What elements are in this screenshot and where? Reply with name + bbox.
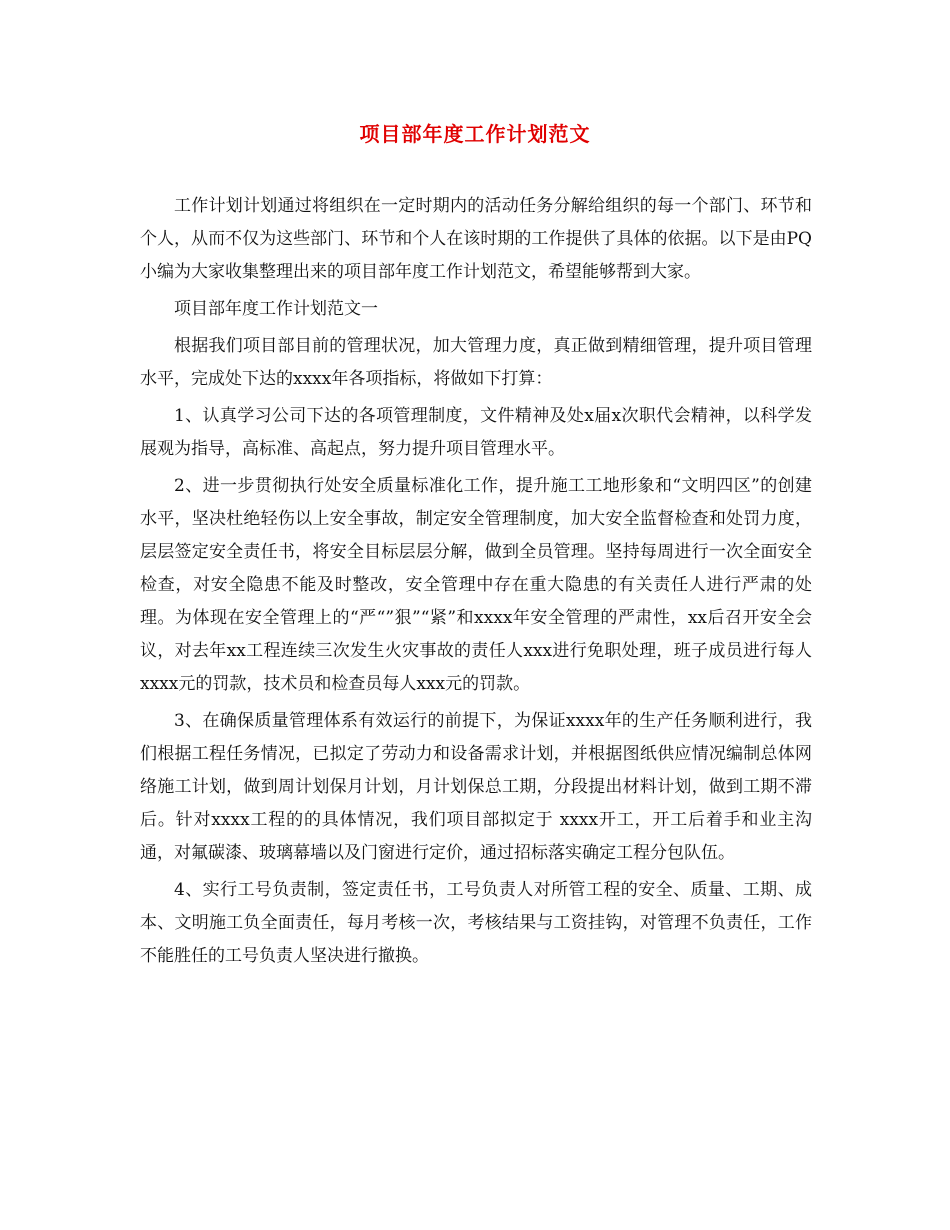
paragraph-item-2: 2、进一步贯彻执行处安全质量标准化工作，提升施工工地形象和“文明四区”的创建水平，坚决杜绝轻伤以上安全事故，制定安全管理制度，加大安全监督检查和处罚力度，层层签定安全责任书，将安全目标层层分解，做到全员管理。坚持每周进行一次全面安全检查，对安全隐患不能及时整改，安全管理中存在重大隐患的有关责任人进行严肃的处理。为体现在安全管理上的“严“”狠”“紧”和xxxx年安全管理的严肃性，xx后召开安全会议，对去年xx工程连续三次发生火灾事故的责任人xxx进行免职处理，班子成员进行每人xxxx元的罚款，技术员和检查员每人xxx元的罚款。: [140, 476, 812, 694]
paragraph-item-3: 3、在确保质量管理体系有效运行的前提下，为保证xxxx年的生产任务顺利进行，我们根据工程任务情况，已拟定了劳动力和设备需求计划，并根据图纸供应情况编制总体网络施工计划，做到周计划保月计划，月计划保总工期，分段提出材料计划，做到工期不滞后。针对xxxx工程的的具体情况，我们项目部拟定于 xxxx开工，开工后着手和业主沟通，对氟碳漆、玻璃幕墙以及门窗进行定价，通过招标落实确定工程分包队伍。: [140, 711, 812, 863]
document-body: [140, 190, 812, 977]
paragraph-item-1: 1、认真学习公司下达的各项管理制度，文件精神及处x届x次职代会精神，以科学发展观为指导，高标准、高起点，努力提升项目管理水平。: [140, 406, 812, 459]
paragraph-intro: 工作计划计划通过将组织在一定时期内的活动任务分解给组织的每一个部门、环节和个人，从而不仅为这些部门、环节和个人在该时期的工作提供了具体的依据。以下是由PQ小编为大家收集整理出来的项目部年度工作计划范文，希望能够帮到大家。: [140, 196, 812, 282]
paragraph-overview: 根据我们项目部目前的管理状况，加大管理力度，真正做到精细管理，提升项目管理水平，完成处下达的xxxx年各项指标，将做如下打算：: [140, 336, 812, 389]
paragraph-section-heading: 项目部年度工作计划范文一: [174, 299, 378, 319]
document-title: 项目部年度工作计划范文: [359, 122, 591, 146]
paragraph-item-4: 4、实行工号负责制，签定责任书，工号负责人对所管工程的安全、质量、工期、成本、文明施工负全面责任，每月考核一次，考核结果与工资挂钩，对管理不负责任，工作不能胜任的工号负责人坚决进行撤换。: [140, 880, 812, 966]
